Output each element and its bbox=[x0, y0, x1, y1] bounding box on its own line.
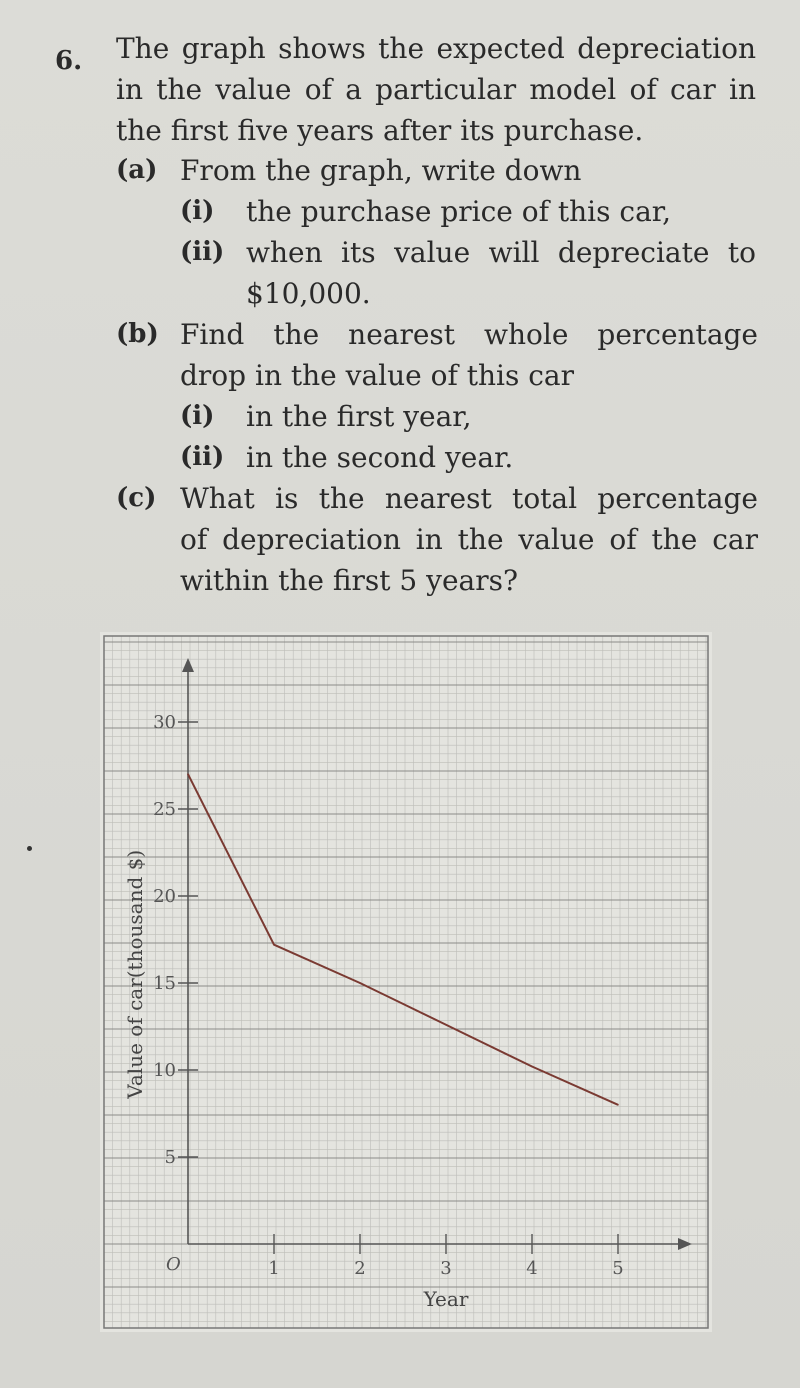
part-b-ii-label: (ii) bbox=[180, 442, 225, 472]
data-point bbox=[273, 944, 275, 946]
y-tick-label: 25 bbox=[153, 799, 176, 820]
intro-line-3: the first five years after its purchase. bbox=[116, 114, 644, 147]
part-a-ii-text-line1: when its value will depreciate to bbox=[246, 236, 756, 269]
y-tick-label: 15 bbox=[153, 973, 176, 994]
data-point bbox=[617, 1104, 619, 1106]
data-point bbox=[531, 1066, 533, 1068]
x-tick-label: 1 bbox=[268, 1258, 280, 1279]
part-a-ii-text-line2: $10,000. bbox=[246, 277, 371, 310]
part-b-i-text: in the first year, bbox=[246, 400, 472, 433]
part-a-label: (a) bbox=[116, 155, 158, 185]
part-c-label: (c) bbox=[116, 483, 157, 513]
part-c-text-line1: What is the nearest total percentage bbox=[180, 482, 758, 515]
x-axis-title: Year bbox=[423, 1287, 469, 1311]
x-tick-label: 4 bbox=[526, 1258, 538, 1279]
part-a-i-text: the purchase price of this car, bbox=[246, 195, 671, 228]
x-tick-label: 2 bbox=[354, 1258, 366, 1279]
y-tick-label: 20 bbox=[153, 886, 176, 907]
depreciation-graph bbox=[100, 632, 712, 1332]
part-c-text-line2: of depreciation in the value of the car bbox=[180, 523, 758, 556]
x-tick-label: 5 bbox=[612, 1258, 624, 1279]
y-tick-label: 30 bbox=[153, 712, 176, 733]
part-a-i-label: (i) bbox=[180, 196, 215, 226]
y-axis-title: Value of car(thousand $) bbox=[123, 849, 147, 1099]
data-point bbox=[359, 982, 361, 984]
question-number: 6. bbox=[55, 46, 83, 76]
x-tick-label: 3 bbox=[440, 1258, 452, 1279]
data-point bbox=[187, 773, 189, 775]
y-tick-label: 10 bbox=[153, 1060, 176, 1081]
part-a-ii-label: (ii) bbox=[180, 237, 225, 267]
origin-label: O bbox=[166, 1254, 181, 1275]
y-tick-label: 5 bbox=[164, 1147, 176, 1168]
part-b-i-label: (i) bbox=[180, 401, 215, 431]
data-point bbox=[445, 1024, 447, 1026]
part-a-text: From the graph, write down bbox=[180, 154, 582, 187]
part-b-label: (b) bbox=[116, 319, 159, 349]
intro-line-1: The graph shows the expected depreciation bbox=[116, 32, 756, 65]
part-b-text-line1: Find the nearest whole percentage bbox=[180, 318, 758, 351]
part-b-text-line2: drop in the value of this car bbox=[180, 359, 574, 392]
stray-dot bbox=[27, 846, 32, 851]
intro-line-2: in the value of a particular model of car in bbox=[116, 73, 756, 106]
part-b-ii-text: in the second year. bbox=[246, 441, 514, 474]
part-c-text-line3: within the first 5 years? bbox=[180, 564, 518, 597]
